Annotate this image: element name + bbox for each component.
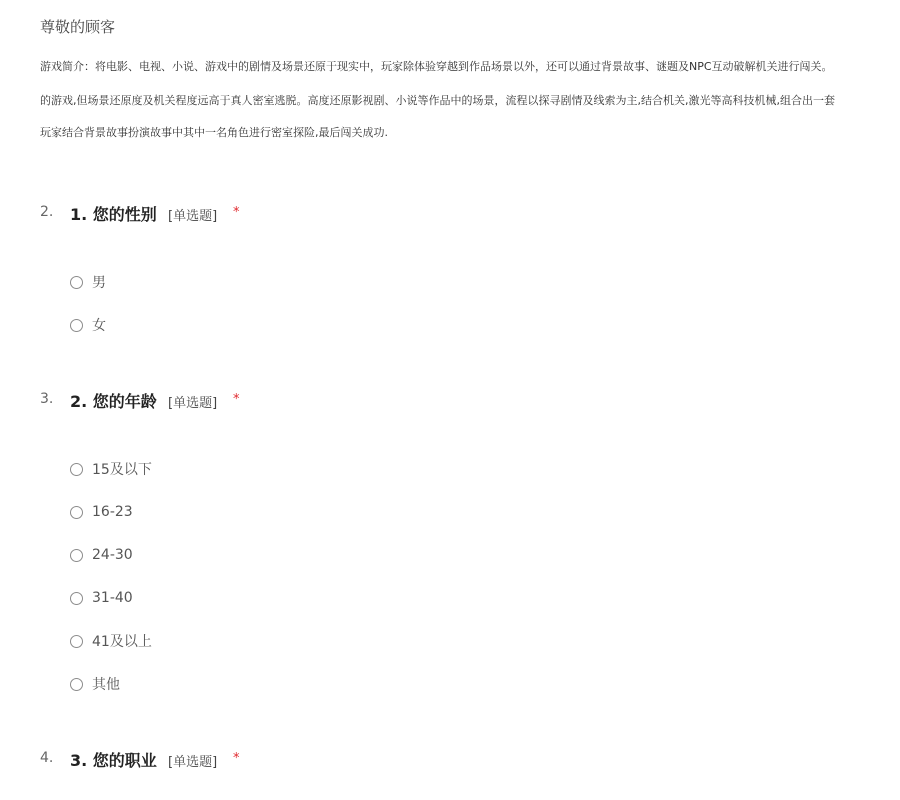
question-number: 2. [40, 204, 54, 220]
option-label: 15及以下 [92, 462, 152, 478]
option-gender-male[interactable] [70, 272, 106, 292]
option-age-41-above[interactable] [70, 631, 152, 651]
radio-button[interactable] [70, 635, 83, 648]
question-title-gender: 1. 您的性别 [70, 205, 157, 224]
option-age-24-30[interactable] [70, 545, 133, 565]
question-title-occupation: 3. 您的职业 [70, 751, 157, 770]
intro-line-1: 游戏简介：将电影、电视、小说、游戏中的剧情及场景还原于现实中，玩家除体验穿越到作品场景以外，还可以通过背景故事、谜题及NPC互动破解机关进行闯关。 [40, 60, 833, 73]
option-age-15-below[interactable] [70, 459, 152, 479]
required-marker: * [233, 751, 240, 766]
question-type-label: [单选题] [168, 396, 218, 411]
option-age-31-40[interactable] [70, 588, 133, 608]
option-label: 31-40 [92, 590, 133, 606]
question-number: 3. [40, 391, 54, 407]
option-gender-female[interactable] [70, 315, 106, 335]
radio-button[interactable] [70, 506, 83, 519]
required-marker: * [233, 205, 240, 220]
intro-line-2: 的游戏,但场景还原度及机关程度远高于真人密室逃脱。高度还原影视剧、小说等作品中的场景，流程以探寻剧情及线索为主,结合机关,激光等高科技机械,组合出一套 [40, 94, 835, 107]
radio-button[interactable] [70, 678, 83, 691]
question-type-label: [单选题] [168, 755, 218, 770]
option-label: 男 [92, 275, 106, 291]
option-label: 41及以上 [92, 634, 152, 650]
required-marker: * [233, 392, 240, 407]
question-number: 4. [40, 750, 54, 766]
intro-line-3: 玩家结合背景故事扮演故事中其中一名角色进行密室探险,最后闯关成功. [40, 126, 388, 139]
radio-button[interactable] [70, 463, 83, 476]
radio-button[interactable] [70, 592, 83, 605]
question-title-age: 2. 您的年龄 [70, 392, 157, 411]
option-label: 24-30 [92, 547, 133, 563]
option-age-other[interactable] [70, 674, 120, 694]
option-label: 女 [92, 318, 106, 334]
radio-button[interactable] [70, 276, 83, 289]
survey-greeting: 尊敬的顾客 [40, 18, 116, 36]
question-type-label: [单选题] [168, 209, 218, 224]
option-label: 16-23 [92, 504, 133, 520]
radio-button[interactable] [70, 319, 83, 332]
option-age-16-23[interactable] [70, 502, 133, 522]
option-label: 其他 [92, 677, 120, 693]
radio-button[interactable] [70, 549, 83, 562]
